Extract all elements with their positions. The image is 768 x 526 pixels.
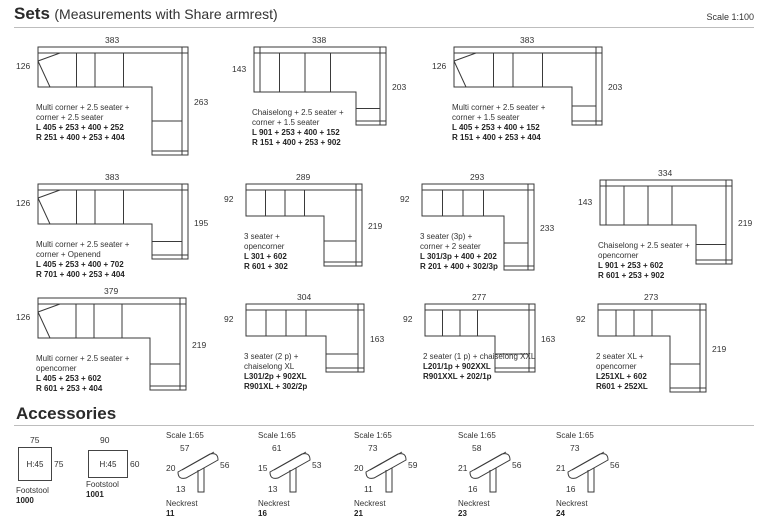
set-caption: Multi corner + 2.5 seater +: [36, 354, 130, 363]
neckrest-right-dim: 53: [312, 460, 322, 470]
set-depth-dim: 126: [432, 61, 447, 71]
neckrest-right-dim: 56: [220, 460, 230, 470]
set-code: L 405 + 253 + 602: [36, 374, 102, 383]
set-depth-dim: 92: [403, 314, 413, 324]
set-caption: 2 seater (1 p) + chaiselong XXL: [423, 352, 536, 361]
set-caption: Chaiselong + 2.5 seater +: [252, 108, 344, 117]
neckrest-diagram: [174, 448, 224, 494]
footstool-height: H:45: [26, 459, 44, 469]
page-title: Sets: [14, 4, 50, 23]
footstool-depth: 75: [54, 459, 64, 469]
set-side-dim: 163: [370, 334, 385, 344]
scale-label: Scale 1:100: [706, 12, 754, 22]
set-depth-dim: 92: [400, 194, 410, 204]
neckrest-bottom-dim: 13: [268, 484, 278, 494]
set-width-dim: 289: [296, 172, 311, 182]
set-code: R 151 + 400 + 253 + 404: [452, 133, 541, 142]
neckrest-diagram: [564, 448, 614, 494]
neckrest-code: 11: [166, 509, 175, 518]
set-depth-dim: 126: [16, 198, 31, 208]
neckrest-scale: Scale 1:65: [166, 431, 204, 440]
neckrest-bottom-dim: 16: [468, 484, 478, 494]
set-side-dim: 219: [712, 344, 727, 354]
set-caption: opencorner: [596, 362, 637, 371]
set-side-dim: 203: [392, 82, 407, 92]
neckrest-right-dim: 56: [512, 460, 522, 470]
neckrest-top-dim: 57: [180, 443, 190, 453]
set-depth-dim: 92: [224, 314, 234, 324]
set-caption: opencorner: [36, 364, 77, 373]
header-divider: [14, 27, 754, 28]
footstool-width: 90: [100, 435, 110, 445]
neckrest-code: 24: [556, 509, 565, 518]
neckrest-top-dim: 58: [472, 443, 482, 453]
set-code: R901XL + 302/2p: [244, 382, 308, 391]
set-caption: corner + 1.5 seater: [252, 118, 320, 127]
set-caption: 3 seater (2 p) +: [244, 352, 299, 361]
footstool-depth: 60: [130, 459, 140, 469]
set-side-dim: 195: [194, 217, 209, 228]
neckrest-top-dim: 61: [272, 443, 282, 453]
neckrest-diagram: [362, 448, 412, 494]
set-side-dim: 219: [738, 218, 753, 228]
set-width-dim: 273: [644, 292, 659, 302]
neckrest-left-dim: 21: [458, 463, 468, 473]
neckrest-top-dim: 73: [368, 443, 378, 453]
neckrest-right-dim: 59: [408, 460, 418, 470]
set-width-dim: 379: [104, 286, 119, 296]
set-code: R 251 + 400 + 253 + 404: [36, 133, 125, 142]
set-side-dim: 219: [368, 221, 383, 231]
set-caption: chaiselong XL: [244, 362, 295, 371]
set-caption: opencorner: [598, 251, 639, 260]
set-width-dim: 293: [470, 172, 485, 182]
neckrest-code: 21: [354, 509, 363, 518]
set-caption: Multi corner + 2.5 seater +: [36, 103, 130, 112]
set-caption: 2 seater XL +: [596, 352, 644, 361]
neckrest-left-dim: 21: [556, 463, 566, 473]
neckrest-bottom-dim: 16: [566, 484, 576, 494]
set-code: R 201 + 400 + 302/3p: [420, 262, 498, 271]
neckrest-bottom-dim: 11: [364, 484, 373, 494]
accessories-title: Accessories: [16, 404, 117, 423]
set-code: R 701 + 400 + 253 + 404: [36, 270, 125, 279]
set-width-dim: 383: [105, 172, 120, 182]
set-side-dim: 219: [192, 340, 207, 350]
footstool-code: 1001: [86, 490, 104, 499]
set-code: L301/2p + 902XL: [244, 372, 307, 381]
neckrest-bottom-dim: 13: [176, 484, 186, 494]
set-caption: corner + 2 seater: [420, 242, 481, 251]
neckrest-diagram: [266, 448, 316, 494]
set-depth-dim: 92: [224, 194, 234, 204]
set-caption: corner + 1.5 seater: [452, 113, 520, 122]
neckrest-label: Neckrest: [258, 499, 290, 508]
neckrest-scale: Scale 1:65: [556, 431, 594, 440]
set-width-dim: 277: [472, 292, 487, 302]
neckrest-diagram: [466, 448, 516, 494]
set-caption: opencorner: [244, 242, 285, 251]
page-subtitle: (Measurements with Share armrest): [54, 6, 278, 22]
set-code: R601 + 252XL: [596, 382, 648, 391]
neckrest-scale: Scale 1:65: [458, 431, 496, 440]
set-caption: 3 seater +: [244, 232, 280, 241]
set-caption: Chaiselong + 2.5 seater +: [598, 241, 690, 250]
set-code: L 901 + 253 + 602: [598, 261, 664, 270]
neckrest-code: 16: [258, 509, 267, 518]
set-depth-dim: 92: [576, 314, 586, 324]
set-code: L 405 + 253 + 400 + 152: [452, 123, 540, 132]
set-depth-dim: 126: [16, 312, 31, 322]
set-depth-dim: 143: [232, 63, 247, 74]
neckrest-scale: Scale 1:65: [258, 431, 296, 440]
set-code: R 601 + 253 + 404: [36, 384, 103, 393]
set-width-dim: 304: [297, 292, 312, 302]
footstool-code: 1000: [16, 496, 34, 505]
set-caption: Multi corner + 2.5 seater +: [452, 103, 546, 112]
neckrest-label: Neckrest: [458, 499, 490, 508]
footstool-box: [88, 450, 128, 478]
neckrest-right-dim: 56: [610, 460, 620, 470]
neckrest-left-dim: 20: [166, 463, 176, 473]
neckrest-code: 23: [458, 509, 467, 518]
footstool-label: Footstool: [16, 486, 49, 495]
set-code: R 601 + 253 + 902: [598, 271, 665, 280]
set-code: L 405 + 253 + 400 + 702: [36, 260, 124, 269]
footstool-height: H:45: [99, 459, 117, 469]
set-code: L 901 + 253 + 400 + 152: [252, 128, 340, 137]
set-depth-dim: 143: [578, 196, 593, 207]
neckrest-label: Neckrest: [354, 499, 386, 508]
accessories-divider: [14, 425, 754, 426]
set-side-dim: 233: [540, 223, 555, 233]
set-code: L 301 + 602: [244, 252, 287, 261]
footstool-label: Footstool: [86, 480, 119, 489]
set-width-dim: 383: [105, 35, 120, 45]
neckrest-left-dim: 15: [258, 463, 268, 473]
set-code: L 405 + 253 + 400 + 252: [36, 123, 124, 132]
set-side-dim: 263: [194, 97, 209, 107]
set-code: L 301/3p + 400 + 202: [420, 252, 497, 261]
header: [14, 4, 278, 24]
set-caption: Multi corner + 2.5 seater +: [36, 240, 130, 249]
set-depth-dim: 126: [16, 61, 31, 71]
footstool-width: 75: [30, 435, 40, 445]
set-caption: corner + Openend: [36, 250, 101, 259]
set-caption: corner + 2.5 seater: [36, 113, 104, 122]
set-side-dim: 163: [541, 334, 556, 344]
set-code: R 601 + 302: [244, 262, 288, 271]
set-width-dim: 338: [312, 35, 327, 45]
set-code: R901XXL + 202/1p: [423, 372, 492, 381]
neckrest-top-dim: 73: [570, 443, 580, 453]
neckrest-label: Neckrest: [166, 499, 198, 508]
neckrest-label: Neckrest: [556, 499, 588, 508]
set-code: L201/1p + 902XXL: [423, 362, 491, 371]
footstool-box: [18, 447, 52, 481]
set-width-dim: 334: [658, 168, 673, 178]
set-caption: 3 seater (3p) +: [420, 232, 473, 241]
neckrest-left-dim: 20: [354, 463, 364, 473]
neckrest-scale: Scale 1:65: [354, 431, 392, 440]
set-code: L251XL + 602: [596, 372, 647, 381]
set-width-dim: 383: [520, 35, 535, 45]
set-side-dim: 203: [608, 82, 623, 92]
set-code: R 151 + 400 + 253 + 902: [252, 138, 341, 147]
